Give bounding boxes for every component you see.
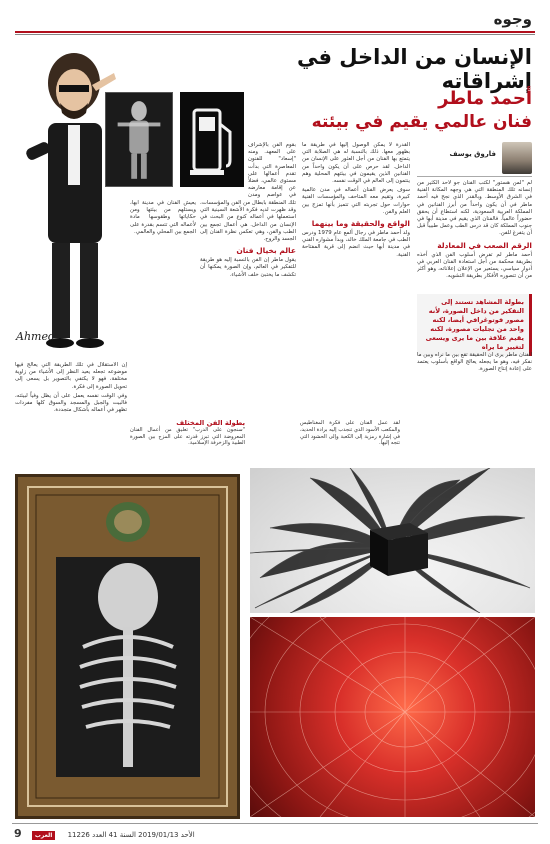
author-photo	[502, 142, 532, 174]
iron-filings-graphic	[250, 468, 535, 613]
section-label: وجوه	[493, 10, 532, 28]
article-paragraph: أحمد ماطر لم تفرض أسلوب الفن الذي أخذه بطريقة محكمة من أجل استعادة الفنان العربي في أدوار سياسي، يستعير من الإعلان إعلاناته، وهو أكثر من أن تتصوره الأفكار بطريقة التشويه.	[417, 251, 532, 280]
red-net-installation-photo	[250, 617, 535, 817]
article-paragraph: يقول ماطر إن الفن بالنسبة إليه هو طريقة للتفكير في العالم، وإن الصورة يمكنها أن تكشف ما يختبئ خلف الأشياء.	[200, 257, 296, 278]
net-pattern-graphic	[250, 617, 535, 817]
subhead: الرقم الصعب في المعادلة	[437, 240, 532, 250]
article-paragraph: القدرة لا يمكن الوصول إليها في طريقة ما بظهور معها. ذلك بالنسبة له هي الصلابة التي يتمتع بها الفنان من أجل العثور على الإنسان من الداخل. لقد حرص على أن يكون واحداً من الفنانين الذين يقيمون في بيئتهم المحلية وهم ينتمون إلى العالم في الوقت نفسه.	[302, 142, 410, 185]
subhead: عالم بخيال فنان	[236, 246, 296, 256]
article-column-1	[417, 180, 532, 292]
section-divider-thin	[15, 34, 535, 35]
article-paragraph: الفنان ماطر يرى أن الحقيقة تقع بين ما نراه وبين ما نفكر فيه، وهو ما يجعله يعالج الواقع بأسلوب يعتمد على إعادة إنتاج الصورة.	[417, 352, 532, 373]
article-column-5	[15, 362, 127, 462]
xray-chest-graphic	[18, 477, 237, 816]
article-paragraph: بقوم الفن بالإشراف على المعهد. ومنه "إسعاد" للفنون المعاصرة التي بدأت تقدم أعمالها على مستوى عالمي، فضلاً عن إقامة معارضه في عواصم ومدن	[248, 142, 296, 198]
subhead: الواقع والحقيقة وما بينهما	[311, 219, 410, 229]
article-paragraph: ولد أحمد ماطر في رجال ألمع عام 1979 ودرس الطب في جامعة الملك خالد، وبدأ مشواره الفني في مدينة أبها حيث انضم إلى قرية المفتاحة الفنية.	[302, 230, 410, 258]
article-paragraph: تلك المنطقة بأبطال من الفن والمؤسسات، وقد ظهرت لديه فكرة الأشعة السينية التي استعملها في أعماله كنوع من البحث في الإنسان من الداخل. هي أعمال تجمع بين الطب والفن، وهي تعكس نظرة الفنان إلى الجسد والروح.	[200, 200, 296, 243]
article-column-2	[302, 142, 410, 462]
article-paragraph: لم "لمن هستور" لكتب الفنان جو لأحد الكثير من إنسانه تلك المنطقة التي هي وجهه المكانة الفنية في الشرق الأوسط. وبالقدر الذي نجح فيه أحمد ماطر في أن يكون واحداً من أبرز الفنانين في المملكة العربية السعودية، لكنه استطاع أن يحقق حضوراً عالمياً. فالفنان الذي يقيم في مدينة أبها في جنوب المملكة كان قد درس الطب وعمل طبيباً قبل أن يتفرغ للفن.	[417, 180, 532, 237]
xray-caption	[130, 420, 245, 447]
issue-date: الأحد 2019/01/13	[138, 831, 195, 839]
pull-quote: بطولة المشاهد تستند إلى التفكير من داخل الصورة، لأنه مصور فوتوغرافي أيضا، لكنه واحد من تجليات مصورة، لكنه يقيم علاقة بين ما يرى ويسعى لتغيير ما يراه	[417, 294, 532, 356]
author-name: فاروق يوسف	[449, 150, 496, 158]
cube-caption	[300, 420, 400, 447]
xray-artwork	[105, 92, 173, 187]
subtitle-tagline: فنان عالمي يقيم في بيئته	[311, 112, 532, 132]
article-column-4	[248, 142, 296, 198]
artist-signature: Ahmed	[16, 330, 56, 343]
article-paragraph: يعيش الفنان في مدينة أبها، ويستلهم من بيئتها ومن حكاياتها وطقوسها مادة لأعماله التي تتسم بقدرة على الجمع بين المحلي والعالمي.	[130, 200, 196, 235]
article-paragraph: وفي الوقت نفسه يعمل على أن يظل وفياً لبيئته، فالبيت والجبل والمسجد والسوق كلها مفردات تظهر في أعماله بأشكال متجددة.	[15, 392, 127, 414]
page-number: 9	[14, 827, 22, 840]
caption-text: "سنجون على الدرب" تعليق من أعمال الفنان المعروضة التي تبرز قدرته على المزج بين الصورة الطبية والزخرفة الإسلامية.	[130, 426, 245, 447]
article-paragraph: إن الاستقلال في تلك الطريقة التي يعالج فيها موضوعه تجعله يعيد النظر إلى الأشياء من زاوية مختلفة، فهو لا يكتفي بالتصوير بل يسعى إلى تحويل الصورة إلى فكرة.	[15, 362, 127, 390]
page-footer	[14, 827, 195, 840]
xray-ornament-artwork	[15, 474, 240, 819]
section-divider	[15, 31, 535, 33]
subtitle-artist-name: أحمد ماطر	[438, 88, 532, 109]
newspaper-logo: العرب	[32, 831, 55, 840]
caption-heading: بطولة الفن المختلف	[176, 419, 245, 427]
fuel-pump-artwork	[180, 92, 244, 187]
issue-number: السنة 41 العدد 11226	[67, 831, 136, 839]
article-paragraph: سوف يعرض الفنان أعماله في مدن عالمية كبيرة، وتقيم معه المتاحف والمؤسسات الفنية حوارات حول تجربته التي تتميز بأنها تمزج بين العلم والفن.	[302, 187, 410, 215]
headline: الإنسان من الداخل في إشراقاته	[296, 45, 532, 93]
magnetism-cube-photo	[250, 468, 535, 613]
byline-divider	[417, 176, 532, 177]
article-column-1b	[417, 352, 532, 462]
footer-divider	[12, 823, 538, 824]
caption-text: لقد عمل الفنان على فكرة المغناطيس والمكعب الأسود الذي تنجذب إليه برادة الحديد، في إشارة رمزية إلى الكعبة وإلى الحشود التي تتجه إليها.	[300, 420, 400, 447]
